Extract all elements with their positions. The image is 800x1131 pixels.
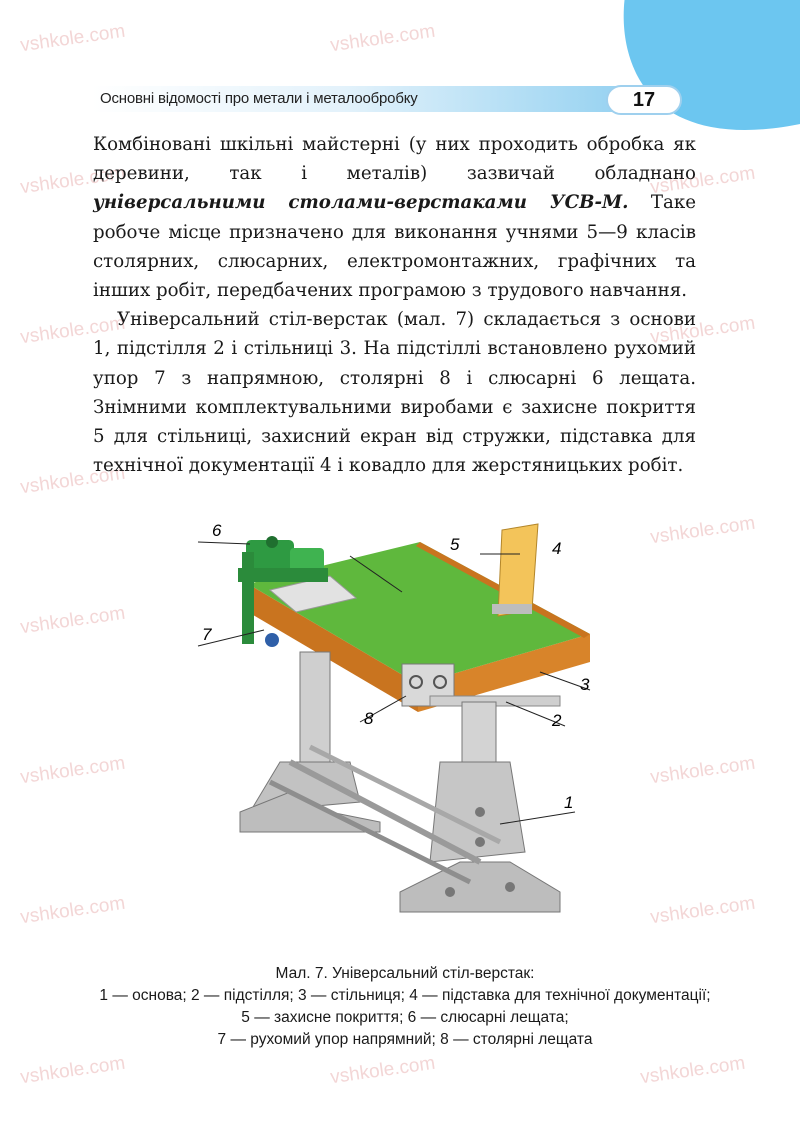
watermark: vshkole.com xyxy=(18,752,127,789)
caption-line-2: 7 — рухомий упор напрямний; 8 — столярні лещата xyxy=(217,1031,593,1048)
watermark: vshkole.com xyxy=(638,1052,747,1089)
watermark: vshkole.com xyxy=(648,162,757,199)
page-number: 17 xyxy=(606,85,682,115)
callout-label-7: 7 xyxy=(202,625,212,644)
watermark: vshkole.com xyxy=(18,312,127,349)
watermark: vshkole.com xyxy=(328,1052,437,1089)
watermark: vshkole.com xyxy=(18,892,127,929)
paragraph-1-start: Комбіновані шкільні майстерні (у них проходить обробка як деревини, так і металів) зазвичай обладнано xyxy=(93,134,696,185)
callout-label-3: 3 xyxy=(580,675,590,694)
watermark: vshkole.com xyxy=(18,162,127,199)
callout-label-1: 1 xyxy=(564,793,574,812)
callout-label-6: 6 xyxy=(212,521,222,540)
watermark: vshkole.com xyxy=(648,892,757,929)
watermark: vshkole.com xyxy=(18,1052,127,1089)
documentation-stand-4 xyxy=(498,524,538,616)
running-header: Основні відомості про метали і металообробку xyxy=(100,90,418,107)
watermark: vshkole.com xyxy=(648,512,757,549)
caption-line-1: 1 — основа; 2 — підстілля; 3 — стільниця; 4 — підставка для технічної документації; 5 — захисне покриття; 6 — слюсарні лещата; xyxy=(99,987,711,1026)
workbench-illustration xyxy=(180,512,610,957)
watermark: vshkole.com xyxy=(648,312,757,349)
callout-label-5: 5 xyxy=(450,535,460,554)
watermark: vshkole.com xyxy=(18,462,127,499)
body-text xyxy=(93,130,696,480)
movable-stop-7 xyxy=(265,633,279,647)
callout-label-8: 8 xyxy=(364,709,374,728)
callout-label-4: 4 xyxy=(552,539,562,558)
corner-blob-decoration xyxy=(618,0,800,140)
paragraph-1 xyxy=(93,130,696,305)
paragraph-2: Універсальний стіл-верстак (мал. 7) складається з основи 1, підстілля 2 і стільниці 3. На підстіллі встановлено рухомий упор 7 з напрямною, столярні 8 і слюсарні 6 лещата. Знімними комплектувальними виробами є захисне покриття 5 для стільниці, захисний екран від стружки, підставка для технічної документації 4 і ковадло для жерстяницьких робіт. xyxy=(93,309,696,477)
watermark: vshkole.com xyxy=(648,752,757,789)
callout-label-2: 2 xyxy=(552,711,562,730)
emphasis-term: універсальними столами-верстаками УСВ-М. xyxy=(93,192,629,214)
paragraph-1-end: Таке робоче місце призначено для виконання учнями 5—9 класів столярних, слюсарних, електромонтажних, графічних та інших робіт, передбачених програмою з трудового навчання. xyxy=(93,192,696,302)
watermark: vshkole.com xyxy=(18,602,127,639)
figure-caption xyxy=(80,963,730,1051)
caption-title: Мал. 7. Універсальний стіл-верстак: xyxy=(275,965,535,982)
watermark: vshkole.com xyxy=(328,20,437,57)
watermark: vshkole.com xyxy=(18,20,127,57)
